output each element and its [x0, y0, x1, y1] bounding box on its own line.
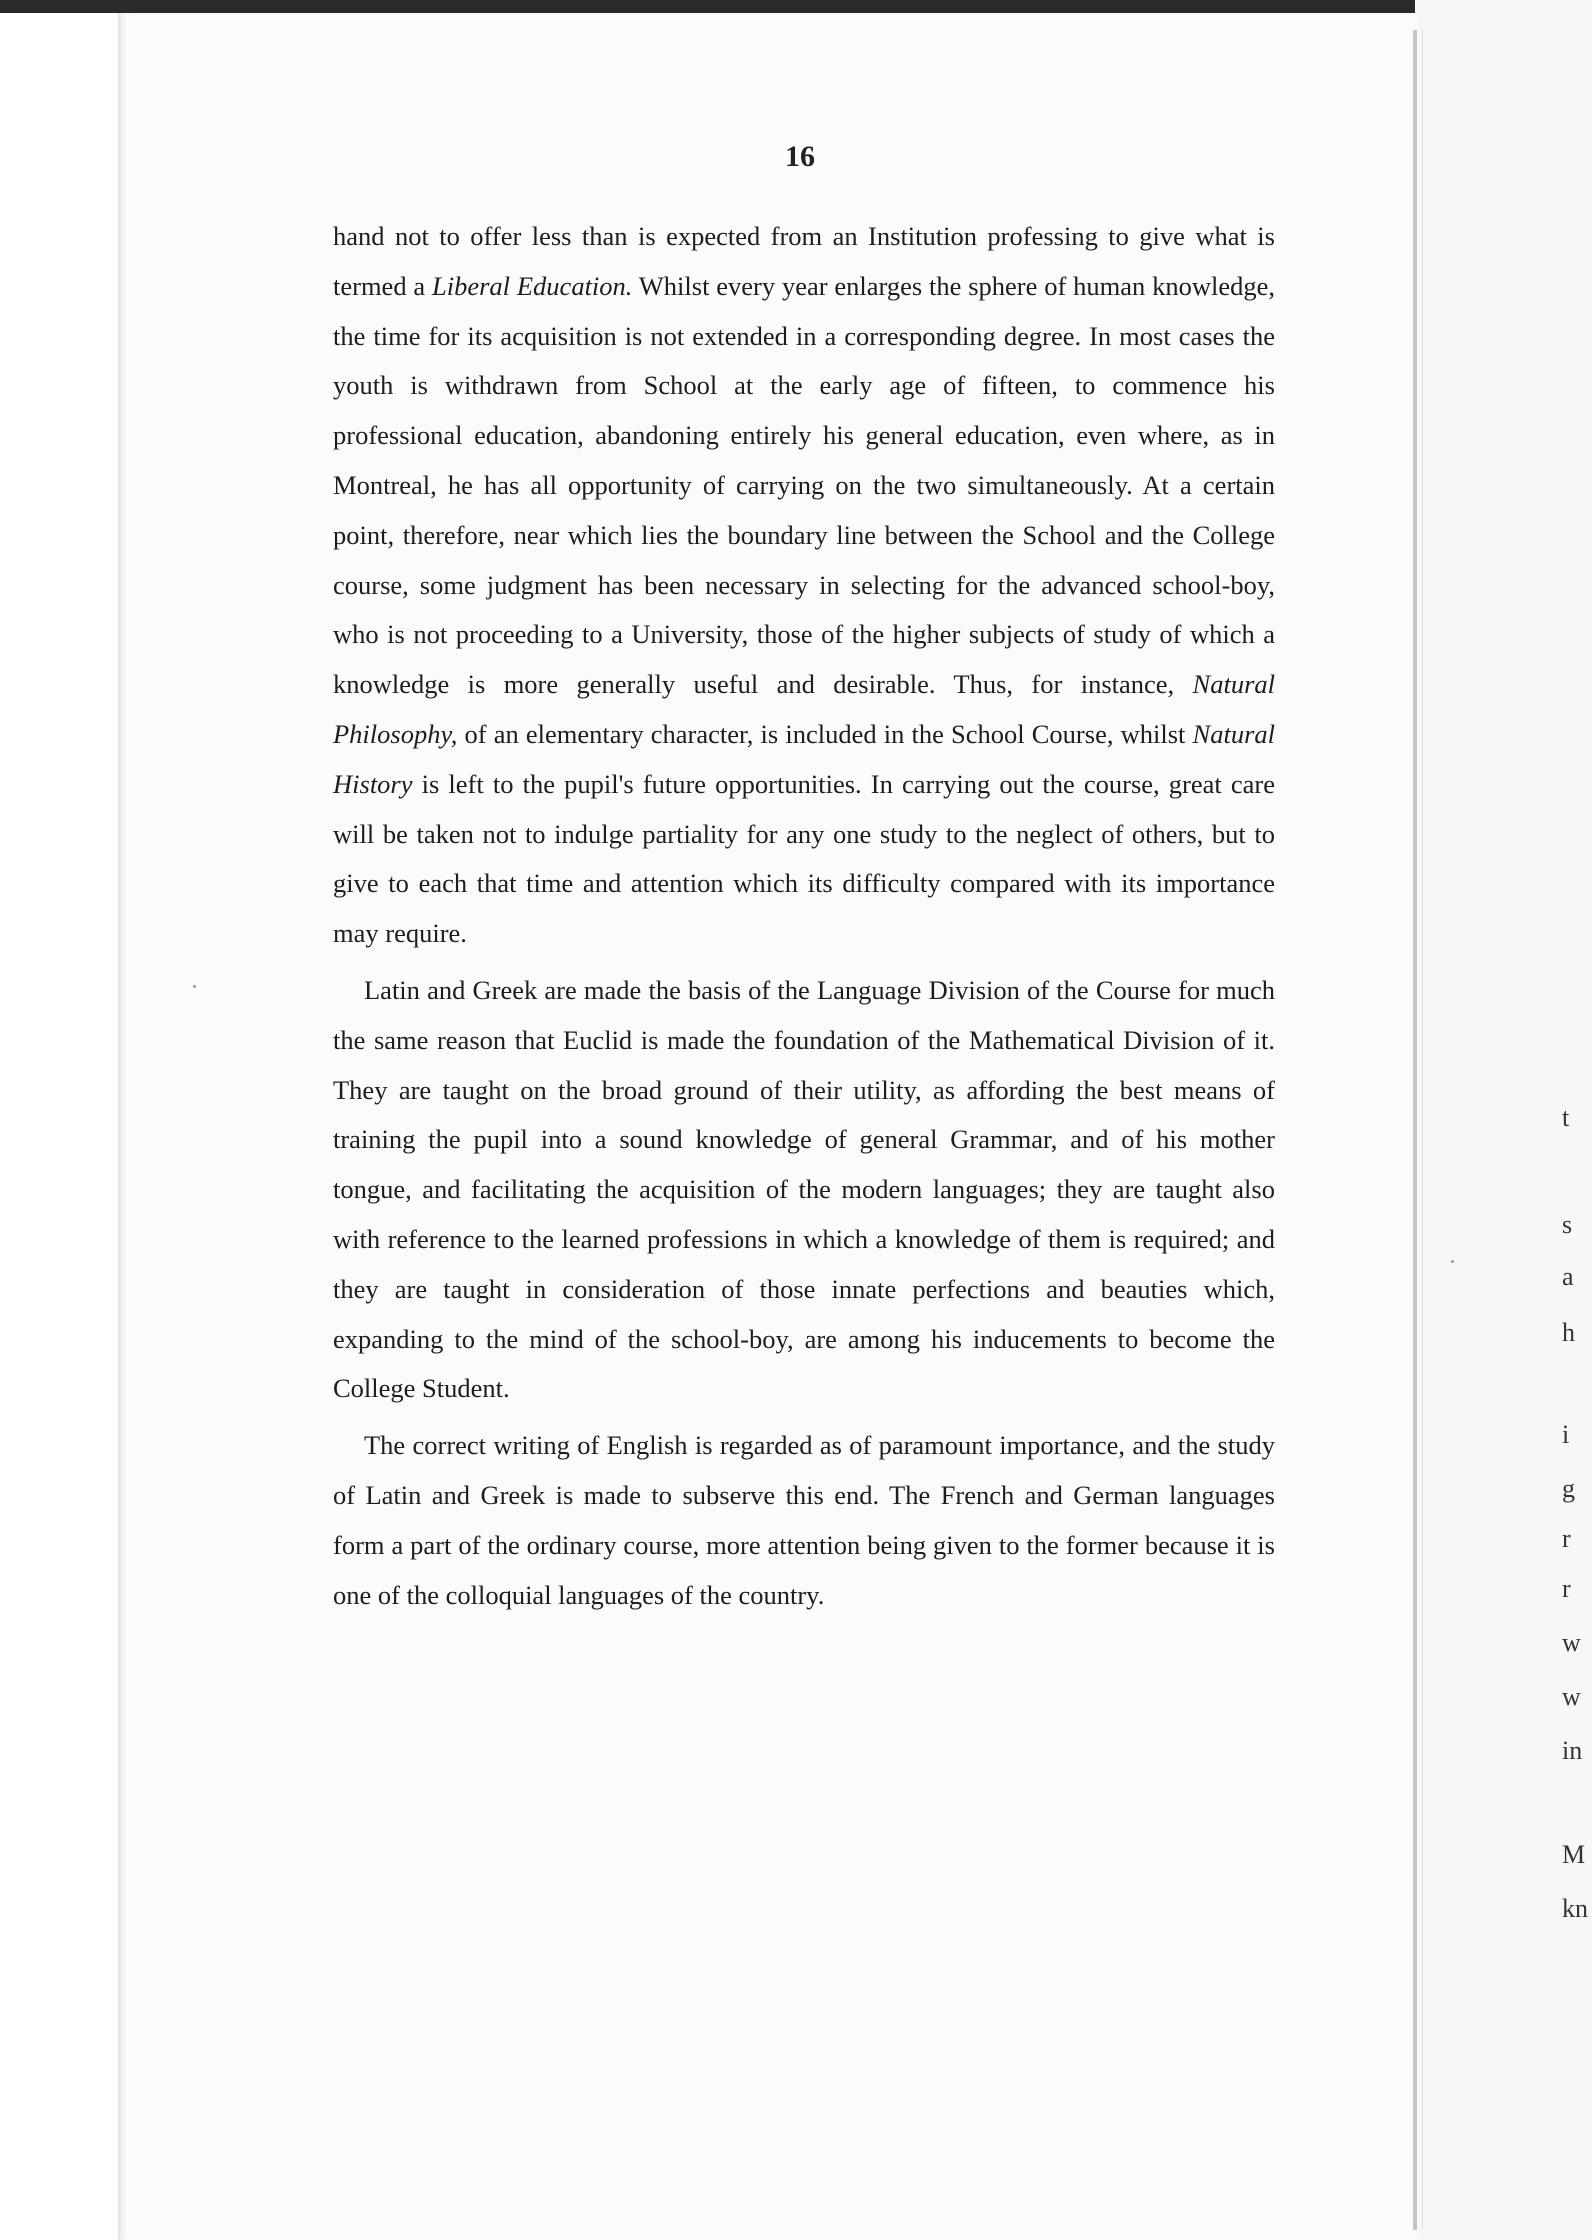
text-run: Latin and Greek are made the basis of the Language Division of the Course for much the same reason that Euclid is made the foundation of the Mathematical Division of it. They are taught on the broad ground of their utility, as affording the best means of training the pupil into a sound knowledge of general Grammar, and of his mother tongue, and facilitating the acquisition of the modern languages; they are taught also with reference to the learned professions in which a knowledge of them is required; and they are taught in consideration of those innate perfections and beauties which, expanding to the mind of the school-boy, are among his inducements to become the College Student.	[333, 974, 1275, 1404]
adjacent-page-fragment: in	[1562, 1736, 1583, 1765]
scan-speck	[193, 985, 196, 988]
scan-speck	[1451, 1260, 1454, 1263]
body-text	[333, 212, 1275, 1627]
adjacent-page-fragment: i	[1562, 1420, 1570, 1449]
adjacent-page-fragment: h	[1562, 1318, 1575, 1347]
paragraph-3	[333, 1421, 1275, 1620]
italic-phrase: Natural History	[333, 718, 1275, 799]
adjacent-page-fragment: w	[1562, 1628, 1581, 1657]
page-fold-line	[1422, 30, 1423, 2230]
text-run: of an elementary character, is included in the School Course, whilst	[457, 718, 1193, 749]
text-run: hand not to offer less than is expected from an Institution professing to give what is termed a	[333, 221, 1275, 301]
italic-phrase: Liberal Education.	[432, 270, 633, 301]
paragraph-1	[333, 212, 1275, 959]
page-number: 16	[785, 140, 815, 173]
adjacent-page-fragment: w	[1562, 1682, 1581, 1711]
adjacent-page-fragment: a	[1562, 1262, 1574, 1291]
adjacent-page-fragment: g	[1562, 1474, 1575, 1503]
adjacent-page-fragment: kn	[1562, 1894, 1588, 1923]
text-run: Whilst every year enlarges the sphere of human knowledge, the time for its acquisition is not extended in a corresponding degree. In most cases the youth is withdrawn from School at the early age of fifteen, to commence his professional education, abandoning entirely his general education, even where, as in Montreal, he has all opportunity of carrying on the two simultaneously. At a certain point, therefore, near which lies the boundary line between the School and the College course, some judgment has been necessary in selecting for the advanced school-boy, who is not proceeding to a University, those of the higher subjects of study of which a knowledge is more generally useful and desirable. Thus, for instance,	[333, 270, 1275, 700]
scan-top-border	[0, 0, 1592, 13]
text-run: The correct writing of English is regarded as of paramount importance, and the study of Latin and Greek is made to subserve this end. The French and German languages form a part of the ordinary course, more attention being given to the former because it is one of the colloquial languages of the country.	[333, 1430, 1275, 1610]
adjacent-page-fragment: r	[1562, 1574, 1571, 1603]
adjacent-page-fragment: s	[1562, 1210, 1573, 1239]
text-run: is left to the pupil's future opportunities. In carrying out the course, great care will be taken not to indulge partiality for any one study to the neglect of others, but to give to each that time and attention which its difficulty compared with its importance may require.	[333, 768, 1275, 949]
page-fold-shadow	[1413, 30, 1417, 2230]
adjacent-page-fragment: t	[1562, 1103, 1570, 1132]
italic-phrase: Natural Philosophy,	[333, 669, 1275, 749]
adjacent-page-fragment: r	[1562, 1524, 1571, 1553]
adjacent-page-fragment: M	[1562, 1840, 1586, 1869]
paragraph-2	[333, 966, 1275, 1414]
